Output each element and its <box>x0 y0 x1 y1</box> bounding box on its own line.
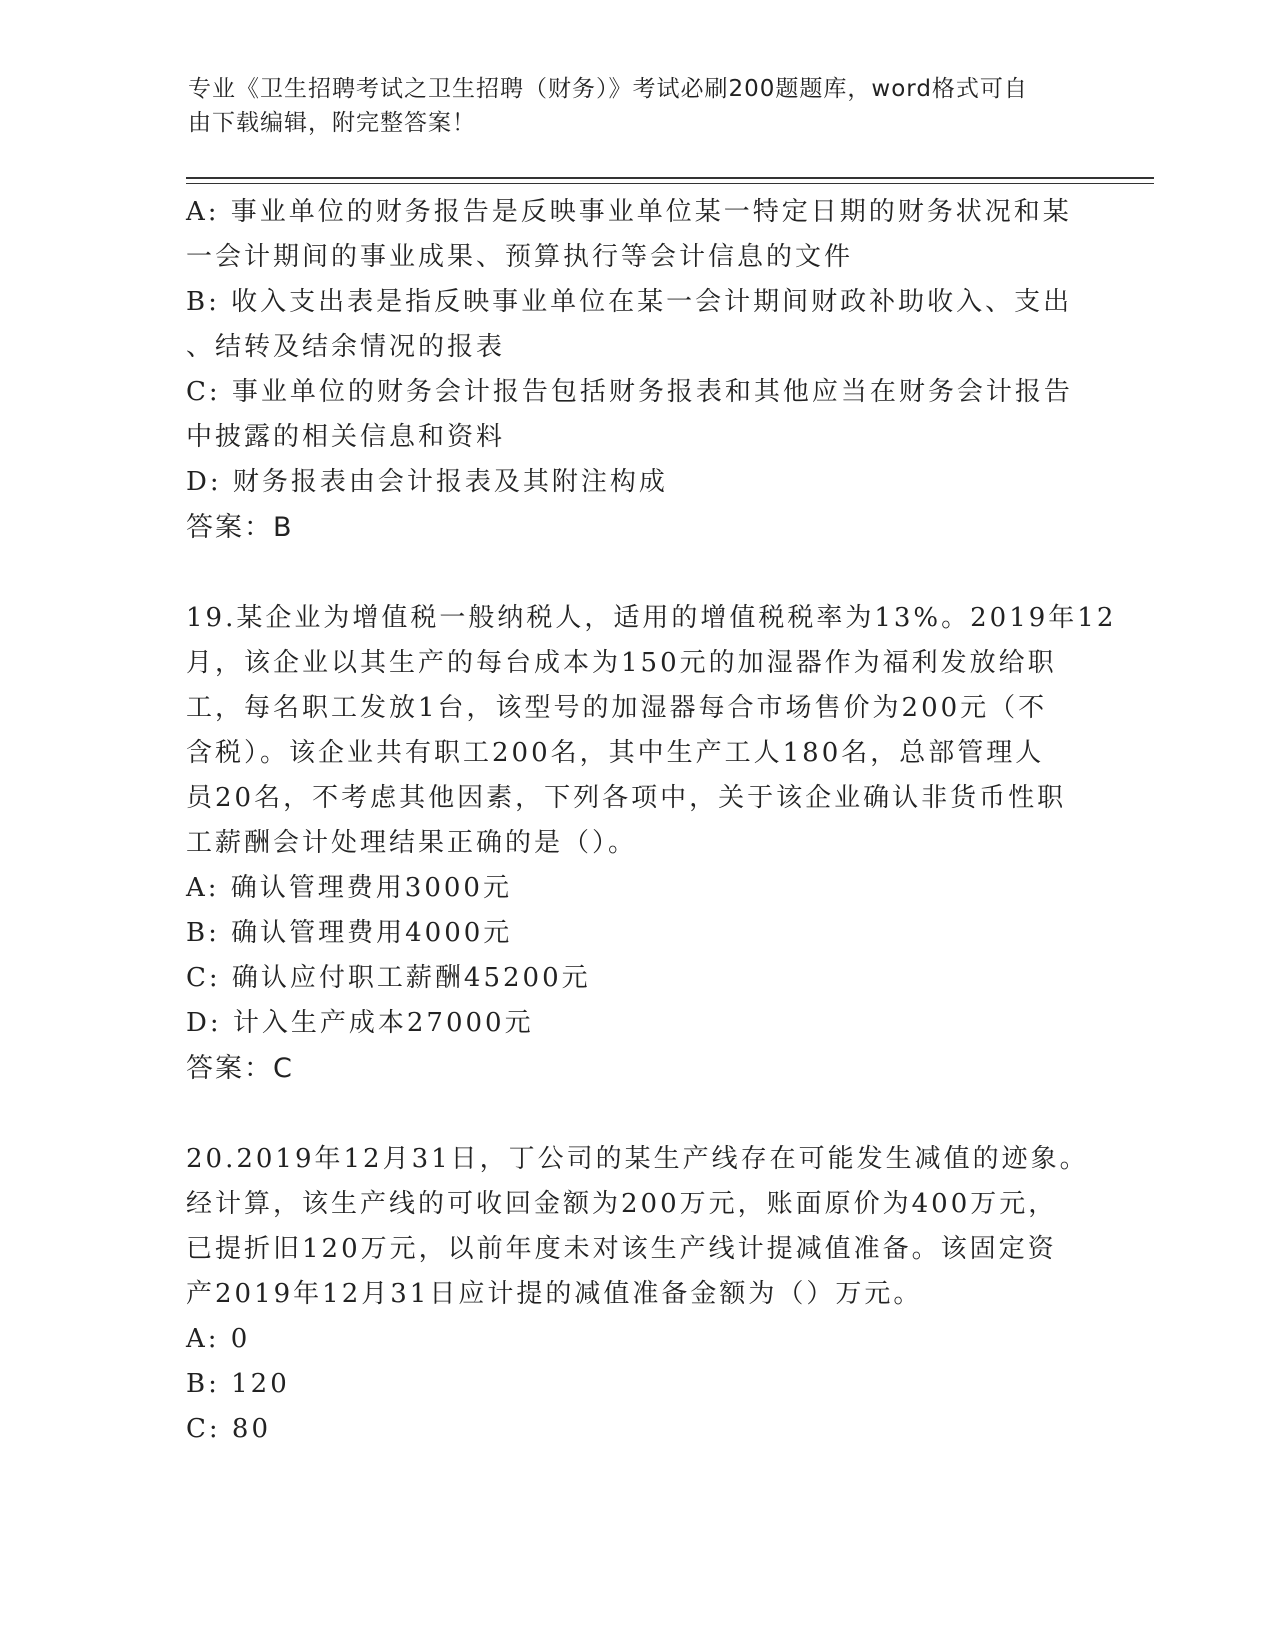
question-text-line: 20.2019年12月31日，丁公司的某生产线存在可能发生减值的迹象。 <box>186 1144 1089 1174</box>
question-text-line: 经计算，该生产线的可收回金额为200万元，账面原价为400万元， <box>186 1189 1058 1219</box>
option-a-line-2: 一会计期间的事业成果、预算执行等会计信息的文件 <box>186 242 854 272</box>
option-a: A: 确认管理费用3000元 <box>186 873 512 903</box>
question-text-line: 已提折旧120万元，以前年度未对该生产线计提减值准备。该固定资 <box>186 1234 1057 1264</box>
question-18-options <box>186 190 1086 550</box>
question-19 <box>186 596 1117 1091</box>
option-c-line-1: C: 事业单位的财务会计报告包括财务报表和其他应当在财务会计报告 <box>186 377 1073 407</box>
question-text-line: 员20名，不考虑其他因素，下列各项中，关于该企业确认非货币性职 <box>186 783 1067 813</box>
question-text-line: 工薪酬会计处理结果正确的是（）。 <box>186 828 638 858</box>
document-body <box>186 190 1117 1452</box>
option-d-line-1: D: 财务报表由会计报表及其附注构成 <box>186 467 668 497</box>
option-b-line-1: B: 收入支出表是指反映事业单位在某一会计期间财政补助收入、支出 <box>186 287 1073 317</box>
option-a-line-1: A: 事业单位的财务报告是反映事业单位某一特定日期的财务状况和某 <box>186 197 1072 227</box>
question-text-line: 19.某企业为增值税一般纳税人，适用的增值税税率为13%。2019年12 <box>186 603 1117 633</box>
option-b: B: 确认管理费用4000元 <box>186 918 513 948</box>
question-20 <box>186 1137 1089 1452</box>
answer-label: 答案：B <box>186 512 294 543</box>
question-text-line: 月，该企业以其生产的每台成本为150元的加湿器作为福利发放给职 <box>186 648 1057 678</box>
option-c: C: 确认应付职工薪酬45200元 <box>186 963 591 993</box>
option-b-line-2: 、结转及结余情况的报表 <box>186 332 506 362</box>
header-line-1: 专业《卫生招聘考试之卫生招聘（财务）》考试必刷200题题库，word格式可自 <box>188 76 1028 102</box>
document-header <box>188 72 1088 140</box>
option-c-line-2: 中披露的相关信息和资料 <box>186 422 506 452</box>
spacer <box>186 1091 1086 1137</box>
option-c: C: 80 <box>186 1414 272 1444</box>
header-divider-thick <box>186 177 1154 179</box>
spacer <box>186 550 1086 596</box>
header-line-2: 由下载编辑，附完整答案！ <box>188 110 476 136</box>
option-a: A: 0 <box>186 1324 251 1354</box>
option-d: D: 计入生产成本27000元 <box>186 1008 534 1038</box>
answer-label: 答案：C <box>186 1053 294 1084</box>
option-b: B: 120 <box>186 1369 290 1399</box>
question-text-line: 含税）。该企业共有职工200名，其中生产工人180名，总部管理人 <box>186 738 1045 768</box>
question-text-line: 产2019年12月31日应计提的减值准备金额为（）万元。 <box>186 1279 923 1309</box>
header-divider-thin <box>186 183 1154 184</box>
question-text-line: 工，每名职工发放1台，该型号的加湿器每合市场售价为200元（不 <box>186 693 1048 723</box>
